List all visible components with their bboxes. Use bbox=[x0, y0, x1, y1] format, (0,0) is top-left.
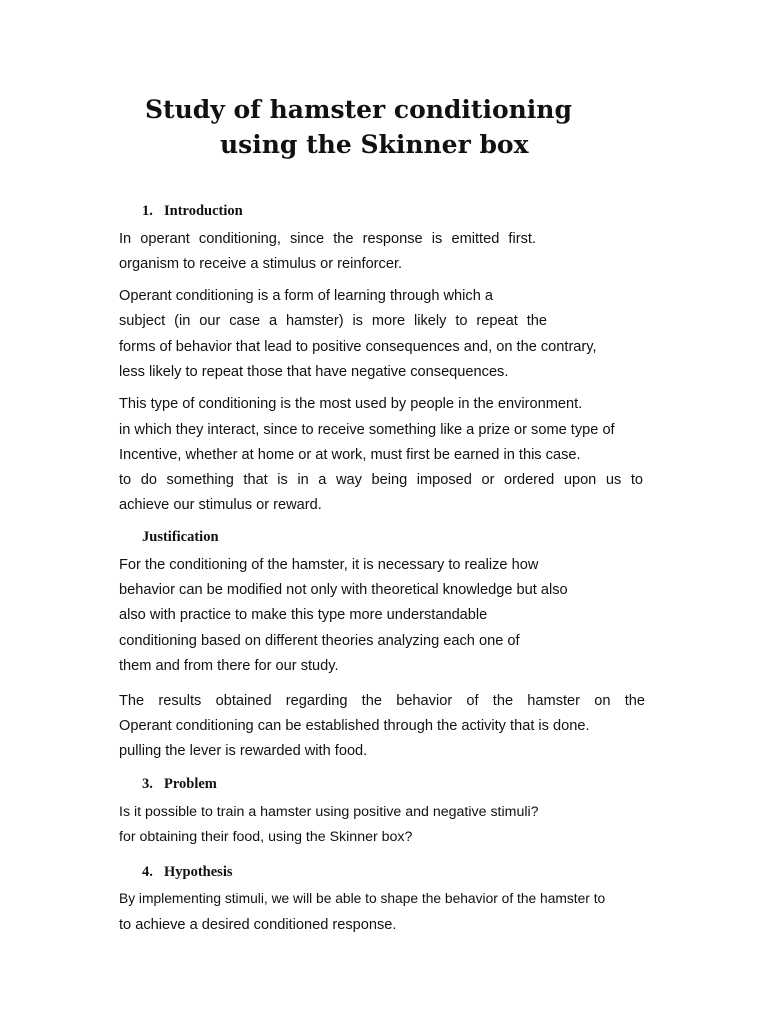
section-heading-justification bbox=[142, 529, 219, 546]
paragraph-line: forms of behavior that lead to positive consequences and, on the contrary, bbox=[119, 339, 597, 355]
paragraph-line: in which they interact, since to receive something like a prize or some type of bbox=[119, 422, 615, 438]
paragraph-line: Incentive, whether at home or at work, must first be earned in this case. bbox=[119, 447, 581, 463]
section-title: Introduction bbox=[164, 203, 243, 219]
paragraph-line: achieve our stimulus or reward. bbox=[119, 497, 322, 513]
title-line-1: Study of hamster conditioning bbox=[145, 95, 572, 124]
paragraph-line: behavior can be modified not only with theoretical knowledge but also bbox=[119, 582, 568, 598]
paragraph-line: less likely to repeat those that have negative consequences. bbox=[119, 364, 509, 380]
paragraph-line: for obtaining their food, using the Skinner box? bbox=[119, 829, 413, 845]
section-heading-problem bbox=[142, 776, 217, 793]
paragraph-line: conditioning based on different theories analyzing each one of bbox=[119, 633, 520, 649]
paragraph-line: By implementing stimuli, we will be able to shape the behavior of the hamster to bbox=[119, 891, 606, 906]
paragraph-line: organism to receive a stimulus or reinforcer. bbox=[119, 256, 403, 272]
paragraph-line: also with practice to make this type more understandable bbox=[119, 607, 488, 623]
section-heading-introduction bbox=[142, 203, 243, 220]
section-title: Justification bbox=[142, 529, 219, 545]
section-number: 4. bbox=[142, 864, 153, 880]
paragraph-line: subject (in our case a hamster) is more likely to repeat the bbox=[119, 313, 547, 329]
section-number: 3. bbox=[142, 776, 153, 792]
paragraph-line: pulling the lever is rewarded with food. bbox=[119, 743, 368, 759]
paragraph-line: Operant conditioning can be established through the activity that is done. bbox=[119, 718, 590, 734]
section-title: Problem bbox=[164, 776, 217, 792]
section-title: Hypothesis bbox=[164, 864, 233, 880]
paragraph-line: For the conditioning of the hamster, it is necessary to realize how bbox=[119, 557, 539, 573]
paragraph-line: This type of conditioning is the most used by people in the environment. bbox=[119, 396, 583, 412]
paragraph-line: In operant conditioning, since the response is emitted first. bbox=[119, 231, 536, 247]
paragraph-line: The results obtained regarding the behavior of the hamster on the bbox=[119, 693, 645, 709]
title-line-2: using the Skinner box bbox=[220, 130, 529, 159]
section-heading-hypothesis bbox=[142, 864, 233, 881]
paragraph-line: Is it possible to train a hamster using positive and negative stimuli? bbox=[119, 804, 539, 820]
paragraph-line: Operant conditioning is a form of learning through which a bbox=[119, 288, 493, 304]
paragraph-line: to do something that is in a way being imposed or ordered upon us to bbox=[119, 472, 643, 488]
paragraph-line: to achieve a desired conditioned response. bbox=[119, 917, 397, 933]
section-number: 1. bbox=[142, 203, 153, 219]
paragraph-line: them and from there for our study. bbox=[119, 658, 339, 674]
